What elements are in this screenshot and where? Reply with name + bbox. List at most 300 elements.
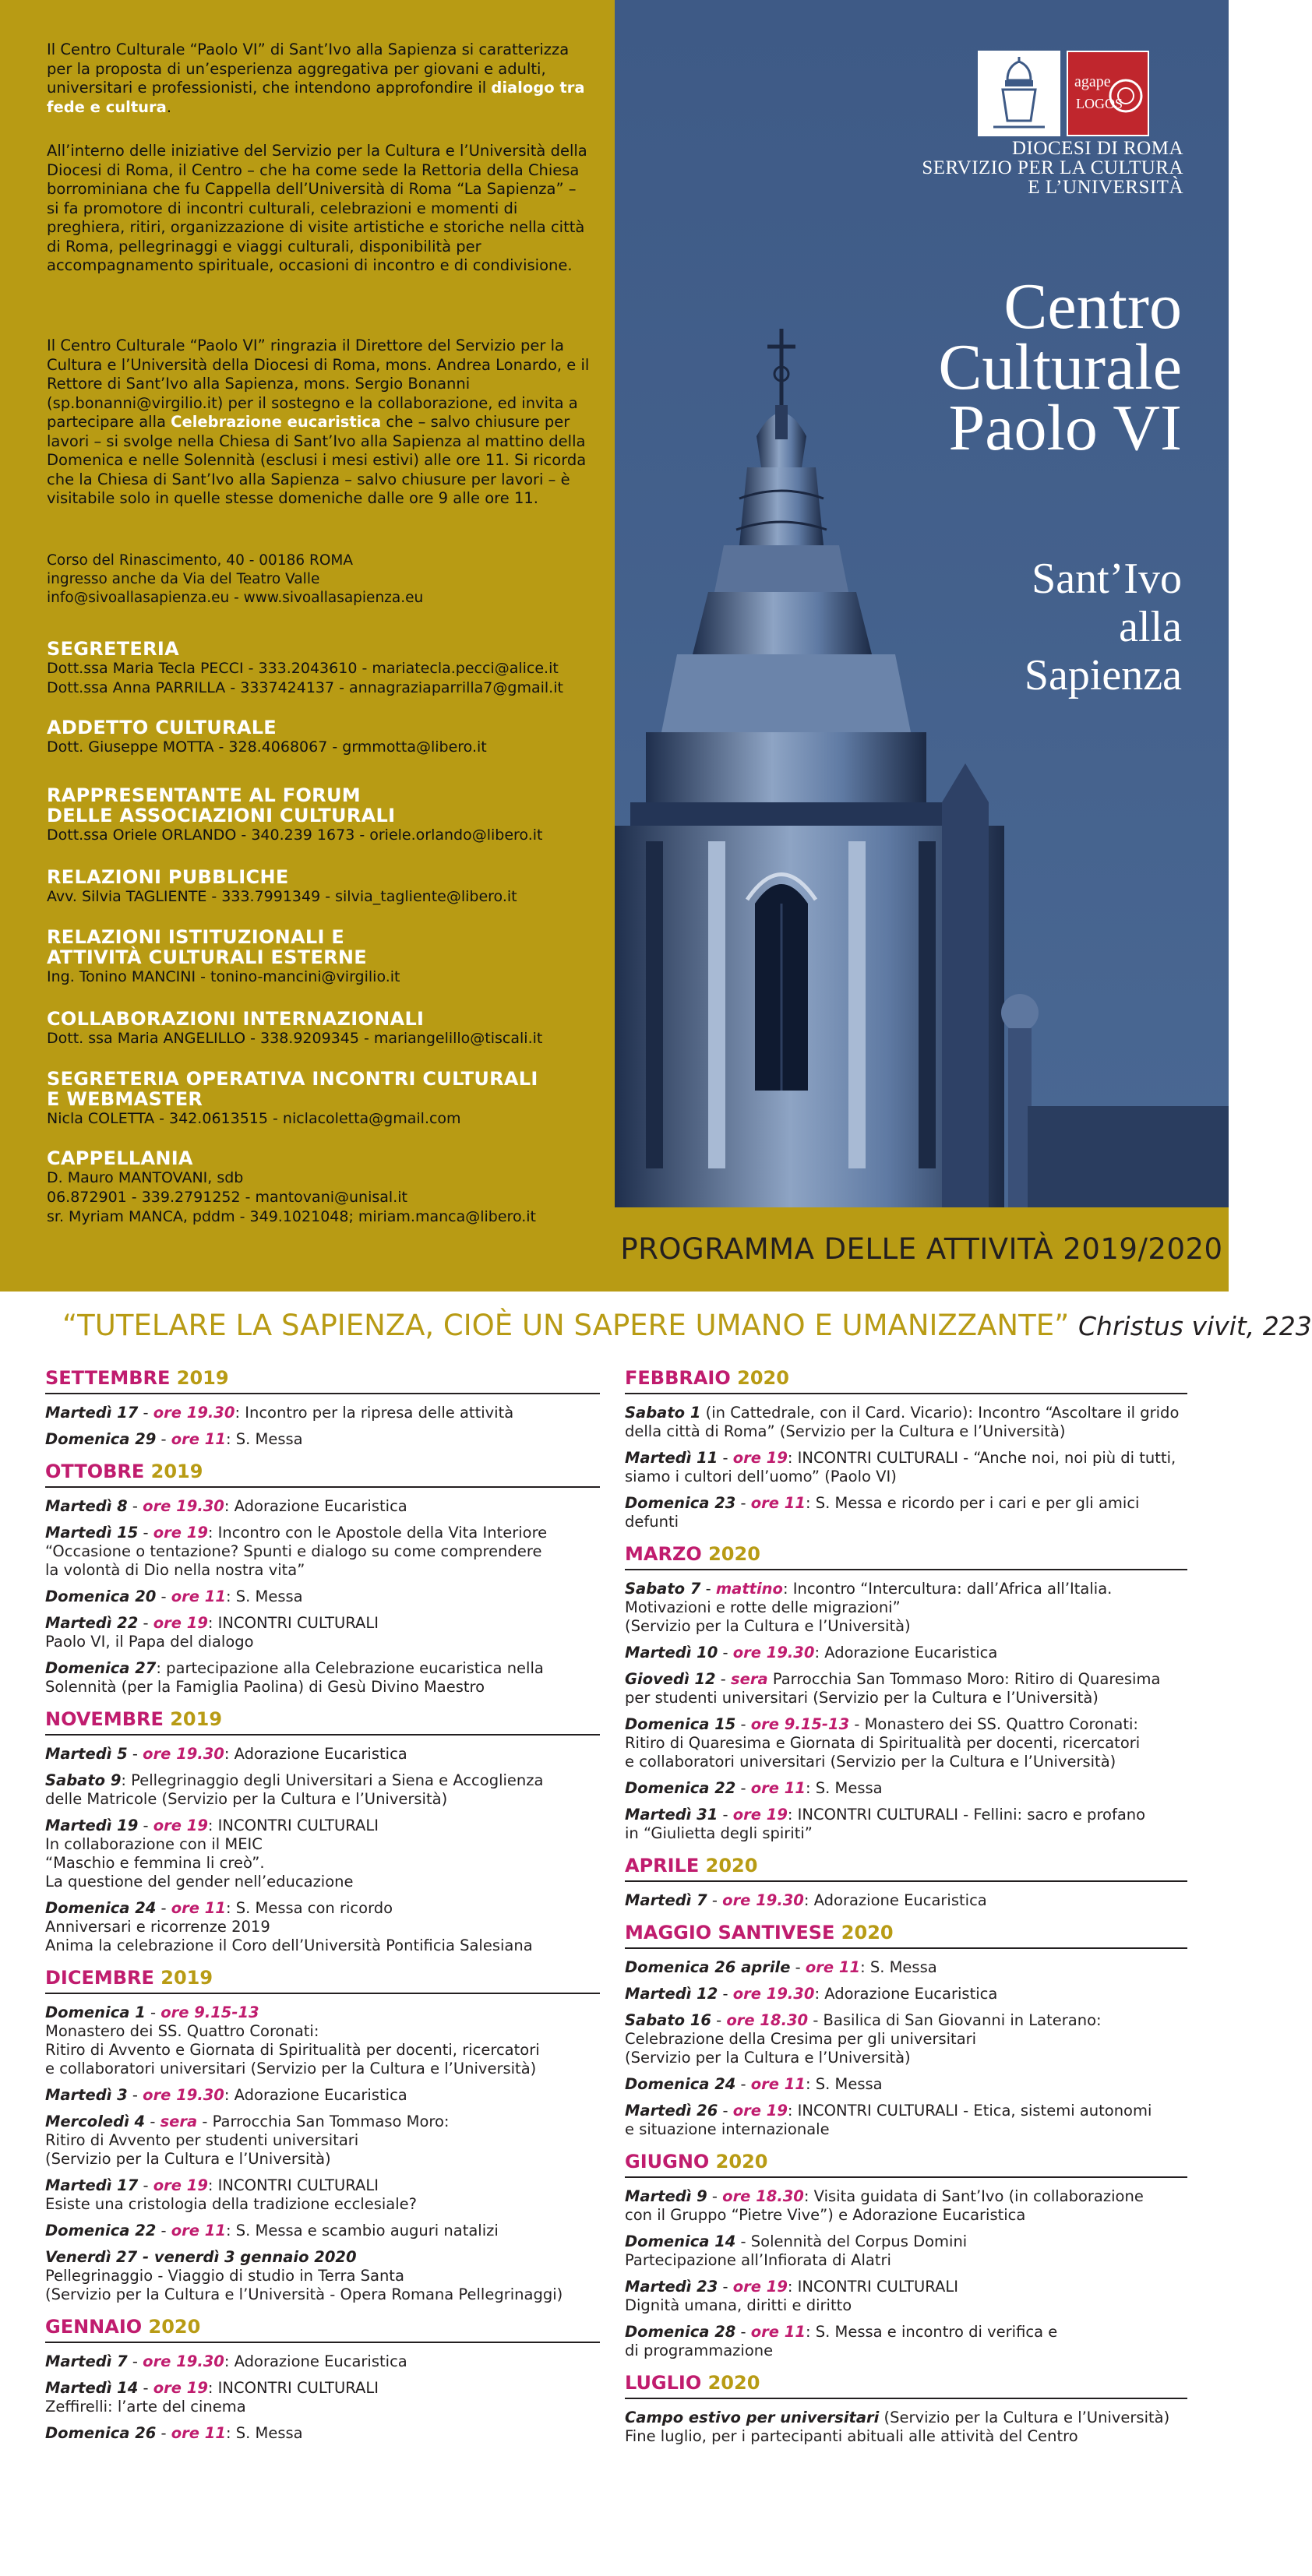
event-first-line: Martedì 31 - ore 19: INCONTRI CULTURALI - Fellini: sacro e profano [625,1806,1146,1824]
event-first-line: Martedì 15 - ore 19: Incontro con le Apostole della Vita Interiore [45,1524,548,1542]
event-first-line: Domenica 29 - ore 11: S. Messa [45,1430,303,1448]
intro-text: Il Centro Culturale “Paolo VI” ringrazia il Direttore del Servizio per la Cultura e l’Università della Diocesi di Roma, mons. Andrea Lonardo, e il Rettore di Sant’Ivo alla Sapienza, mons. Sergio Bonanni (sp.bonanni@virgilio.it) per il sostegno e la collaborazione, ed invita a partecipare alla [47,337,590,431]
contact-block [47,717,608,757]
event-day: Martedì 31 [625,1806,718,1824]
event-detail: Esiste una cristologia della tradizione ecclesiale? [45,2195,417,2213]
month-name: MAGGIO SANTIVESE [625,1922,835,1943]
event-text: : INCONTRI CULTURALI [207,2379,379,2397]
contact-block [47,1069,608,1129]
event-text: - Basilica di San Giovanni in Laterano: [808,2011,1102,2029]
event-day: Domenica 29 [45,1430,157,1448]
calendar-left-column [45,1355,600,2451]
event-detail: con il Gruppo “Pietre Vive”) e Adorazione Eucaristica [625,2206,1026,2224]
event-first-line: Martedì 7 - ore 19.30: Adorazione Eucaristica [45,2352,407,2370]
event-detail: e collaboratori universitari (Servizio per la Cultura e l’Università) [45,2060,537,2077]
event-first-line [625,2409,1187,2427]
event-time: mattino [715,1580,783,1598]
event-detail: Ritiro di Quaresima e Giornata di Spiritualità per docenti, ricercatori [625,1734,1141,1752]
event-day: Martedì 7 [45,2352,128,2370]
event-first-line: Sabato 16 - ore 18.30 - Basilica di San Giovanni in Laterano: [625,2011,1102,2029]
month-name: GENNAIO [45,2316,143,2338]
month-heading [625,1542,1187,1570]
event-detail: Paolo VI, il Papa del dialogo [45,1633,254,1651]
event-item [45,1524,600,1580]
event-item [45,1404,600,1422]
event-text: : S. Messa [860,1958,937,1976]
event-text: : Adorazione Eucaristica [803,1891,987,1909]
event-time: ore 19.30 [153,1404,235,1422]
intro-paragraph-1 [47,41,592,117]
event-first-line: Martedì 26 - ore 19: INCONTRI CULTURALI - Etica, sistemi autonomi [625,2102,1152,2120]
event-time: ore 19 [732,1449,788,1467]
event-item [45,2113,600,2169]
event-text: : S. Messa e ricordo per i cari e per gli amici defunti [625,1494,1140,1531]
month-name: MARZO [625,1543,702,1565]
contact-title: COLLABORAZIONI INTERNAZIONALI [47,1008,425,1030]
event-item [625,1806,1187,1843]
event-first-line: Martedì 14 - ore 19: INCONTRI CULTURALI [45,2379,379,2397]
event-text: : S. Messa e scambio auguri natalizi [225,2222,499,2239]
contact-line: Dott.ssa Anna PARRILLA - 3337424137 - annagraziaparrilla7@gmail.it [47,679,563,696]
event-day: Sabato 16 [625,2011,711,2029]
event-item [45,2222,600,2240]
month-name: FEBBRAIO [625,1367,731,1389]
address-line: ingresso anche da Via del Teatro Valle [47,571,320,587]
event-detail: (Servizio per la Cultura e l’Università - Opera Romana Pellegrinaggi) [45,2285,563,2303]
event-detail: Anniversari e ricorrenze 2019 [45,1918,270,1936]
event-item [625,2278,1187,2315]
event-time: ore 19.30 [732,1985,815,2003]
event-time: ore 11 [171,2424,226,2442]
event-detail: Partecipazione all’Infiorata di Alatri [625,2251,891,2269]
event-day: Martedì 15 [45,1524,139,1542]
contact-line: Avv. Silvia TAGLIENTE - 333.7991349 - silvia_tagliente@libero.it [47,888,517,905]
event-first-line: Domenica 24 - ore 11: S. Messa con ricordo [45,1899,393,1917]
month-year: 2020 [707,2372,760,2394]
intro-highlight: Celebrazione eucaristica [171,413,382,431]
event-text: (in Cattedrale, con il Card. Vicario): Incontro “Ascoltare il grido [700,1404,1180,1422]
event-first-line: Domenica 26 - ore 11: S. Messa [45,2424,303,2442]
event-item [625,2102,1187,2139]
contact-line: 06.872901 - 339.2791252 - mantovani@unisal.it [47,1189,407,1206]
month-heading [45,1966,600,1994]
event-first-line [45,1771,600,1790]
event-time: ore 9.15-13 [750,1715,850,1733]
contact-block [47,785,608,845]
event-day: Martedì 7 [625,1891,707,1909]
event-first-line: Martedì 10 - ore 19.30: Adorazione Eucaristica [625,1644,998,1662]
event-first-line: Martedì 9 - ore 18.30: Visita guidata di Sant’Ivo (in collaborazione [625,2187,1144,2205]
event-detail: La questione del gender nell’educazione [45,1873,354,1891]
title-line: Paolo VI [948,392,1182,464]
diocesi-line: E L’UNIVERSITÀ [1028,177,1183,198]
event-item [625,2232,1187,2270]
event-text: : Adorazione Eucaristica [224,1497,407,1515]
event-detail: Monastero dei SS. Quattro Coronati: [45,2022,319,2040]
event-time: ore 19.30 [732,1644,815,1662]
event-day: Martedì 17 [45,2176,139,2194]
event-day: Martedì 23 [625,2278,718,2296]
event-text: : Incontro “Intercultura: dall’Africa all’Italia. [782,1580,1113,1598]
event-time: ore 11 [171,1899,226,1917]
subtitle [1025,555,1182,700]
event-time: ore 18.30 [726,2011,809,2029]
logo-wordmark: LOGOS [1076,96,1123,111]
papal-crest-icon [979,52,1059,135]
event-first-line: Domenica 1 - ore 9.15-13 [45,2003,259,2021]
event-time: ore 9.15-13 [160,2003,259,2021]
event-first-line: Domenica 26 aprile - ore 11: S. Messa [625,1958,937,1976]
event-time: ore 19.30 [143,1497,224,1515]
diocesi-logo [978,51,1060,136]
event-time: ore 18.30 [722,2187,804,2205]
contact-email-web[interactable]: info@sivoallasapienza.eu - www.sivoallasapienza.eu [47,590,424,606]
contact-block [47,927,608,987]
subtitle-line: Sapienza [1024,651,1182,700]
event-text: : S. Messa [225,2424,303,2442]
event-detail: (Servizio per la Cultura e l’Università) [45,2150,331,2168]
event-day: Martedì 17 [45,1404,139,1422]
title-line: Culturale [938,331,1182,403]
event-time: ore 19 [153,1817,208,1834]
quote [62,1306,1312,1346]
programma-title: PROGRAMMA DELLE ATTIVITÀ 2019/2020 [620,1232,1223,1266]
month-heading [625,2371,1187,2399]
event-first-line: Martedì 12 - ore 19.30: Adorazione Eucaristica [625,1985,998,2003]
month-year: 2019 [170,1708,223,1730]
event-day: Domenica 26 aprile [625,1958,791,1976]
event-first-line: Martedì 3 - ore 19.30: Adorazione Eucaristica [45,2086,407,2104]
event-day: Martedì 3 [45,2086,128,2104]
event-text: : Adorazione Eucaristica [814,1985,998,2003]
contact-line: Ing. Tonino MANCINI - tonino-mancini@virgilio.it [47,968,400,985]
event-item [625,1644,1187,1662]
event-time: ore 19.30 [143,2086,224,2104]
event-first-line: Martedì 22 - ore 19: INCONTRI CULTURALI [45,1614,379,1632]
month-heading [625,1854,1187,1882]
month-heading [45,1460,600,1488]
event-day: Domenica 20 [45,1588,157,1605]
diocesi-line: DIOCESI DI ROMA [1012,138,1183,159]
month-year: 2019 [150,1461,203,1482]
event-text: - Parrocchia San Tommaso Moro: [197,2113,450,2130]
event-first-line: Domenica 22 - ore 11: S. Messa [625,1779,883,1797]
event-detail: e situazione internazionale [625,2120,830,2138]
event-time: ore 19 [153,2379,208,2397]
event-item [625,1670,1187,1707]
event-item [45,2424,600,2443]
contact-line: Dott.ssa Maria Tecla PECCI - 333.2043610 - mariatecla.pecci@alice.it [47,660,559,677]
event-day: Domenica 26 [45,2424,157,2442]
event-text: : INCONTRI CULTURALI [787,2278,958,2296]
event-item [625,1404,1187,1441]
event-day: Domenica 24 [45,1899,157,1917]
event-detail: Dignità umana, diritti e diritto [625,2296,852,2314]
event-time: ore 19 [732,2278,788,2296]
event-time: ore 11 [750,2323,806,2341]
event-detail: Anima la celebrazione il Coro dell’Università Pontificia Salesiana [45,1936,533,1954]
event-first-line: Sabato 7 - mattino: Incontro “Intercultura: dall’Africa all’Italia. [625,1580,1113,1598]
event-detail: In collaborazione con il MEIC [45,1835,263,1853]
contact-title: SEGRETERIA [47,638,180,660]
month-name: SETTEMBRE [45,1367,171,1389]
event-detail: (Servizio per la Cultura e l’Università) [625,2049,911,2067]
event-detail: (Servizio per la Cultura e l’Università) [625,1617,911,1635]
month-heading [45,1366,600,1394]
event-time: ore 11 [750,1494,806,1512]
event-text: : INCONTRI CULTURALI - Fellini: sacro e profano [787,1806,1146,1824]
address-block [47,551,592,608]
event-text: : S. Messa e incontro di verifica e [805,2323,1058,2341]
event-first-line: Domenica 20 - ore 11: S. Messa [45,1588,303,1605]
quote-text: “TUTELARE LA SAPIENZA, CIOÈ UN SAPERE UMANO E UMANIZZANTE” [62,1309,1070,1342]
info-panel [0,0,615,1292]
month-heading [625,1366,1187,1394]
event-first-line: Mercoledì 4 - sera - Parrocchia San Tommaso Moro: [45,2113,450,2130]
contact-line: Dott. Giuseppe MOTTA - 328.4068067 - grmmotta@libero.it [47,738,487,756]
event-first-line: Martedì 11 - ore 19: INCONTRI CULTURALI - “Anche noi, noi più di tutti, [625,1449,1176,1467]
event-item [625,1958,1187,1977]
event-text: : Pellegrinaggio degli Universitari a Siena e Accoglienza [121,1771,544,1789]
event-time: ore 19.30 [722,1891,804,1909]
event-day: Martedì 19 [45,1817,139,1834]
event-time: ore 19 [732,2102,788,2120]
event-text: : Incontro con le Apostole della Vita Interiore [207,1524,548,1542]
event-first-line [625,2232,1187,2251]
logo-wordmark: agape [1074,73,1111,90]
event-text: : INCONTRI CULTURALI - “Anche noi, noi più di tutti, [787,1449,1176,1467]
event-item [625,1779,1187,1798]
event-day: Domenica 24 [625,2075,736,2093]
contact-line: D. Mauro MANTOVANI, sdb [47,1169,244,1186]
event-text: - Monastero dei SS. Quattro Coronati: [849,1715,1138,1733]
month-year: 2020 [715,2151,768,2173]
event-day: Martedì 26 [625,2102,718,2120]
event-first-line: Domenica 15 - ore 9.15-13 - Monastero dei SS. Quattro Coronati: [625,1715,1138,1733]
contact-block [47,1148,608,1227]
intro-paragraph-2: All’interno delle iniziative del Servizio per la Cultura e l’Università della Diocesi di Roma, il Centro – che ha come sede la Rettoria della Chiesa borrominiana che fu Cappella dell’Università di Roma “La Sapienza” – si fa promotore di incontri culturali, celebrazioni e momenti di preghiera, ritiri, organizzazione di visite artistiche e storiche nella città di Roma, pellegrinaggi e viaggi culturali, disponibilità per accompagnamento spirituale, occasioni di incontro e di condivisione. [47,142,587,274]
event-text: : Adorazione Eucaristica [814,1644,998,1662]
event-item [625,2011,1187,2067]
event-item [45,1899,600,1955]
event-day: Martedì 22 [45,1614,139,1632]
event-text: : S. Messa con ricordo [225,1899,393,1917]
event-time: ore 11 [750,2075,806,2093]
cover-panel [615,0,1229,1207]
contact-title: RAPPRESENTANTE AL FORUM DELLE ASSOCIAZIONI CULTURALI [47,784,396,826]
event-first-line: Martedì 17 - ore 19.30: Incontro per la ripresa delle attività [45,1404,514,1422]
event-time: ore 19 [153,2176,208,2194]
event-text: : Adorazione Eucaristica [224,1745,407,1763]
event-time: ore 11 [171,1588,226,1605]
event-first-line: Martedì 19 - ore 19: INCONTRI CULTURALI [45,1817,379,1834]
event-item [625,1985,1187,2003]
event-detail: siamo i cultori dell’uomo” (Paolo VI) [625,1468,897,1485]
event-item [45,2176,600,2214]
event-item [45,2379,600,2416]
address-line: Corso del Rinascimento, 40 - 00186 ROMA [47,552,354,569]
event-text: : Adorazione Eucaristica [224,2352,407,2370]
contact-title: RELAZIONI ISTITUZIONALI E ATTIVITÀ CULTURALI ESTERNE [47,926,367,968]
event-detail: Ritiro di Avvento per studenti universitari [45,2131,359,2149]
event-item [625,1715,1187,1771]
contact-block [47,867,608,907]
event-text: : INCONTRI CULTURALI [207,2176,379,2194]
event-day: Mercoledì 4 [45,2113,146,2130]
event-item [45,2352,600,2371]
event-time: ore 19.30 [143,1745,224,1763]
event-day: Martedì 5 [45,1745,128,1763]
event-item [625,2409,1187,2446]
event-item [45,1497,600,1516]
event-time: ore 11 [171,2222,226,2239]
event-time: ore 11 [750,1779,806,1797]
agape-logos-logo [1067,51,1149,136]
contact-block [47,639,608,698]
event-first-line: Domenica 22 - ore 11: S. Messa e scambio auguri natalizi [45,2222,499,2239]
month-heading [625,2150,1187,2178]
month-name: NOVEMBRE [45,1708,164,1730]
event-day: Campo estivo per universitari [625,2409,880,2426]
event-time: ore 11 [805,1958,861,1976]
event-first-line [45,1659,600,1678]
diocesi-label [922,139,1183,197]
event-time: ore 19 [732,1806,788,1824]
month-name: DICEMBRE [45,1967,154,1989]
event-detail: “Occasione o tentazione? Spunti e dialogo su come comprendere [45,1542,542,1560]
event-detail: Zeffirelli: l’arte del cinema [45,2398,246,2416]
event-day: Domenica 23 [625,1494,736,1512]
event-first-line: Domenica 23 - ore 11: S. Messa e ricordo per i cari e per gli amici defunti [625,1494,1140,1531]
intro-paragraph-3 [47,337,592,509]
intro-text: Il Centro Culturale “Paolo VI” di Sant’Ivo alla Sapienza si caratterizza per la proposta di un’esperienza aggregativa per giovani e adulti, universitari e professionisti, che intendono approfondire il [47,41,570,97]
event-first-line: Martedì 5 - ore 19.30: Adorazione Eucaristica [45,1745,407,1763]
month-heading [45,1707,600,1736]
event-time: sera [731,1670,768,1688]
intro-highlight: dialogo tra fede e cultura [47,79,585,116]
event-text: : S. Messa [805,2075,883,2093]
event-detail: Pellegrinaggio - Viaggio di studio in Terra Santa [45,2267,404,2285]
event-text: : INCONTRI CULTURALI [207,1614,379,1632]
event-day: Martedì 10 [625,1644,718,1662]
event-text: : Adorazione Eucaristica [224,2086,407,2104]
event-text: : Visita guidata di Sant’Ivo (in collaborazione [803,2187,1144,2205]
event-item [45,2003,600,2078]
event-first-line [45,2248,600,2267]
contact-title: RELAZIONI PUBBLICHE [47,866,289,888]
month-year: 2020 [705,1855,758,1876]
page-title [938,270,1182,464]
title-line: Centro [1003,270,1182,343]
event-day: Sabato 9 [45,1771,122,1789]
event-time: ore 11 [171,1430,226,1448]
event-detail: la volontà di Dio nella nostra vita” [45,1561,305,1579]
event-text: Parrocchia San Tommaso Moro: Ritiro di Quaresima [767,1670,1161,1688]
month-year: 2020 [737,1367,789,1389]
contact-line: Nicla COLETTA - 342.0613515 - niclacoletta@gmail.com [47,1110,461,1127]
event-day: Martedì 9 [625,2187,707,2205]
event-detail: della città di Roma” (Servizio per la Cultura e l’Università) [625,1422,1066,1440]
month-year: 2020 [708,1543,760,1565]
event-item [45,2086,600,2105]
event-text: : INCONTRI CULTURALI - Etica, sistemi autonomi [787,2102,1152,2120]
event-day: Giovedì 12 [625,1670,716,1688]
event-text: : Incontro per la ripresa delle attività [235,1404,514,1422]
event-item [625,2323,1187,2360]
event-detail: Motivazioni e rotte delle migrazioni” [625,1598,901,1616]
event-first-line: Martedì 7 - ore 19.30: Adorazione Eucaristica [625,1891,987,1909]
intro-text: che – salvo chiusure per lavori – si svolge nella Chiesa di Sant’Ivo alla Sapienza al mattino della Domenica e nelle Solennità (esclusi i mesi estivi) alle ore 11. Si ricorda che la Chiesa di Sant’Ivo alla Sapienza – salvo chiusure per lavori – è visitabile solo in quelle stesse domeniche dalle ore 9 alle ore 11. [47,413,587,507]
event-first-line: Martedì 17 - ore 19: INCONTRI CULTURALI [45,2176,379,2194]
event-first-line: Domenica 24 - ore 11: S. Messa [625,2075,883,2093]
event-text: : partecipazione alla Celebrazione eucaristica nella [156,1659,544,1677]
event-item [45,1771,600,1809]
header-area [0,0,1229,1292]
month-year: 2019 [176,1367,229,1389]
event-item [625,1891,1187,1910]
event-day: Domenica 15 [625,1715,736,1733]
event-time: ore 19 [153,1614,208,1632]
month-year: 2019 [160,1967,213,1989]
event-text: - Solennità del Corpus Domini [735,2232,968,2250]
event-detail: delle Matricole (Servizio per la Cultura e l’Università) [45,1790,448,1808]
month-name: GIUGNO [625,2151,710,2173]
contact-line: Dott.ssa Oriele ORLANDO - 340.239 1673 - oriele.orlando@libero.it [47,826,543,844]
event-detail: di programmazione [625,2342,774,2359]
subtitle-line: Sant’Ivo [1032,555,1182,603]
event-item [45,1745,600,1764]
event-first-line [625,1404,1187,1422]
contact-title: ADDETTO CULTURALE [47,717,277,738]
event-day: Sabato 1 [625,1404,701,1422]
contact-title: SEGRETERIA OPERATIVA INCONTRI CULTURALI E WEBMASTER [47,1068,538,1110]
event-detail: Celebrazione della Cresima per gli universitari [625,2030,977,2048]
contact-line: sr. Myriam MANCA, pddm - 349.1021048; miriam.manca@libero.it [47,1208,537,1225]
event-detail: Fine luglio, per i partecipanti abituali alle attività del Centro [625,2427,1078,2445]
event-first-line: Martedì 8 - ore 19.30: Adorazione Eucaristica [45,1497,407,1515]
event-day: Domenica 28 [625,2323,736,2341]
event-item [625,2187,1187,2225]
event-item [45,1659,600,1697]
month-year: 2020 [841,1922,894,1943]
month-year: 2020 [148,2316,201,2338]
event-day: Domenica 1 [45,2003,146,2021]
event-first-line: Domenica 28 - ore 11: S. Messa e incontro di verifica e [625,2323,1058,2341]
event-day: Martedì 8 [45,1497,128,1515]
event-first-line: Martedì 23 - ore 19: INCONTRI CULTURALI [625,2278,958,2296]
event-item [45,1614,600,1651]
event-item [45,2248,600,2304]
event-day: Domenica 22 [625,1779,736,1797]
event-item [625,1449,1187,1486]
event-item [45,1817,600,1891]
event-detail: per studenti universitari (Servizio per la Cultura e l’Università) [625,1689,1099,1707]
contact-block [47,1009,608,1048]
subtitle-line: alla [1119,603,1182,651]
month-name: OTTOBRE [45,1461,145,1482]
event-detail: Solennità (per la Famiglia Paolina) di Gesù Divino Maestro [45,1678,485,1696]
event-day: Sabato 7 [625,1580,701,1598]
event-text: : S. Messa [225,1588,303,1605]
event-time: sera [160,2113,198,2130]
month-heading [45,2315,600,2343]
intro-text: . [166,97,172,116]
event-first-line: Giovedì 12 - sera Parrocchia San Tommaso Moro: Ritiro di Quaresima [625,1670,1161,1688]
agape-logos-mark-icon [1068,52,1148,135]
month-name: LUGLIO [625,2372,702,2394]
event-time: ore 19 [153,1524,208,1542]
event-time: ore 19.30 [143,2352,224,2370]
